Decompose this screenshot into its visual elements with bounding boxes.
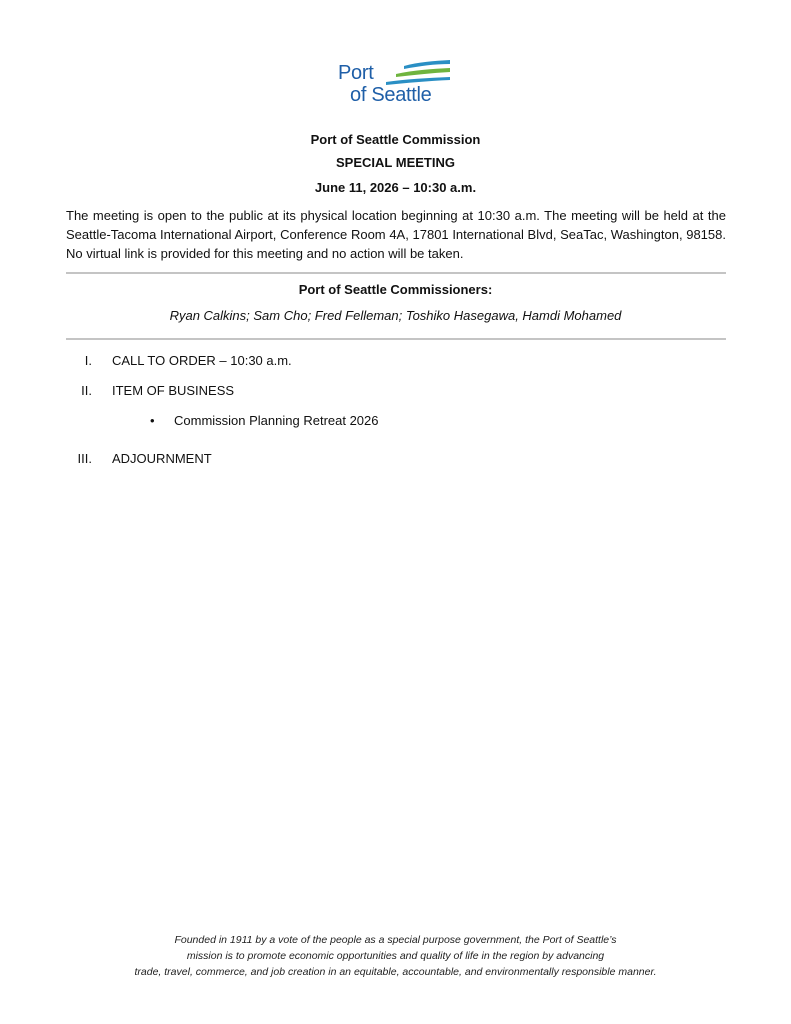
agenda-item-number: I.: [84, 353, 92, 368]
logo-text-port: Port: [338, 62, 374, 84]
meeting-type-title: SPECIAL MEETING: [336, 155, 455, 170]
agenda-item-number: II.: [81, 383, 92, 398]
agenda-item-label: ITEM OF BUSINESS: [112, 383, 235, 398]
agenda-item-label: ADJOURNMENT: [112, 451, 212, 466]
footer-line: Founded in 1911 by a vote of the people as a special purpose government, the Port of Seattle’s: [174, 934, 617, 946]
divider-top: [66, 272, 726, 274]
commissioners-names: Ryan Calkins; Sam Cho; Fred Felleman; Toshiko Hasegawa, Hamdi Mohamed: [169, 308, 622, 323]
meeting-date-time: June 11, 2026 – 10:30 a.m.: [314, 180, 477, 195]
logo-text-of-seattle: of Seattle: [350, 84, 432, 106]
organization-title: Port of Seattle Commission: [310, 132, 481, 147]
agenda-subitem-planning-retreat: Commission Planning Retreat 2026: [174, 413, 379, 428]
divider-bottom: [66, 338, 726, 340]
port-of-seattle-logo: [338, 56, 454, 112]
footer-line: mission is to promote economic opportunities and quality of life in the region by advancing: [186, 950, 605, 962]
footer-line: trade, travel, commerce, and job creation in an equitable, accountable, and environmentally responsible manner.: [134, 966, 657, 978]
agenda-item-number: III.: [77, 451, 92, 466]
bullet-icon: •: [150, 413, 155, 428]
agenda-item-label: CALL TO ORDER – 10:30 a.m.: [112, 353, 292, 368]
meeting-intro-paragraph: The meeting is open to the public at its physical location beginning at 10:30 a.m. The meeting will be held at the Seattle-Tacoma International Airport, Conference Room 4A, 17801 International Blvd, SeaTac, Washington, 98158. No virtual link is provided for this meeting and no action will be taken.: [66, 208, 726, 261]
mission-footer: [60, 932, 731, 980]
commissioners-heading: Port of Seattle Commissioners:: [298, 282, 493, 297]
